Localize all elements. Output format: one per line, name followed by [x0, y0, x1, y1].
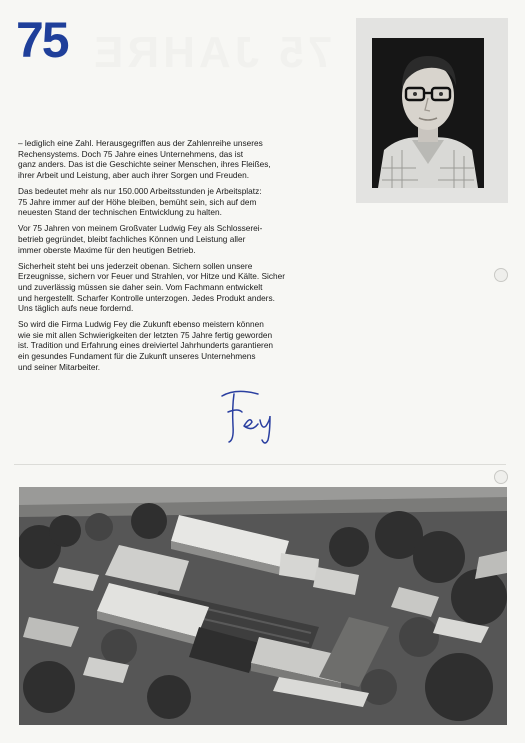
- paragraph-5: So wird die Firma Ludwig Fey die Zukunft ebenso meistern können wie sie mit allen Schwierigkeiten der letzten 75 Jahre fertig geworden ist. Tradition und Erfahrung eines dreiviertel Jahrhunderts garantieren ein gesundes Fundament für die Zukunft unseres Unternehmens und seiner Mitarbeiter.: [18, 319, 274, 372]
- aerial-photo-factory: [19, 487, 507, 725]
- anniversary-number: 75: [16, 12, 68, 68]
- aerial-photo-illustration: [19, 487, 507, 725]
- ghost-title-watermark: 75 JAHRE: [90, 28, 333, 77]
- portrait-frame: [356, 18, 508, 203]
- paragraph-1: – lediglich eine Zahl. Herausgegriffen aus der Zahlenreihe unseres Rechensystems. Doch 75 Jahre eines Unternehmens, das ist ganz anders. Das ist die Geschichte seiner Menschen, ihres Fleißes, ihrer Arbeit und Leistung, aber auch ihrer Sorgen und Freuden.: [18, 138, 271, 180]
- punch-hole-bottom: [494, 470, 508, 484]
- paragraph-2: Das bedeutet mehr als nur 150.000 Arbeitsstunden je Arbeitsplatz: 75 Jahre immer auf der Höhe bleiben, bemüht sein, sich auf dem neuesten Stand der technischen Entwicklung zu halten.: [18, 185, 262, 218]
- paragraph-3: Vor 75 Jahren von meinem Großvater Ludwig Fey als Schlosserei- betrieb gegründet, bleibt fachliches Können und Leistung aller immer oberste Maxime für den heutigen Betrieb.: [18, 223, 263, 255]
- letter-body: [18, 138, 318, 378]
- punch-hole-top: [494, 268, 508, 282]
- portrait-illustration: [372, 38, 484, 188]
- portrait-photo: [372, 38, 484, 188]
- handwritten-signature: [218, 386, 278, 446]
- paragraph-4: Sicherheit steht bei uns jederzeit obenan. Sichern sollen unsere Erzeugnisse, sichern vor Feuer und Strahlen, vor Hitze und Kälte. Sicher und zuverlässig müssen sie daher sein. Vom Fachmann entwickelt und hergestellt. Scharfer Kontrolle unterzogen. Jedes Produkt anders. Uns täglich aufs neue fordernd.: [18, 260, 286, 314]
- section-divider: [14, 464, 506, 465]
